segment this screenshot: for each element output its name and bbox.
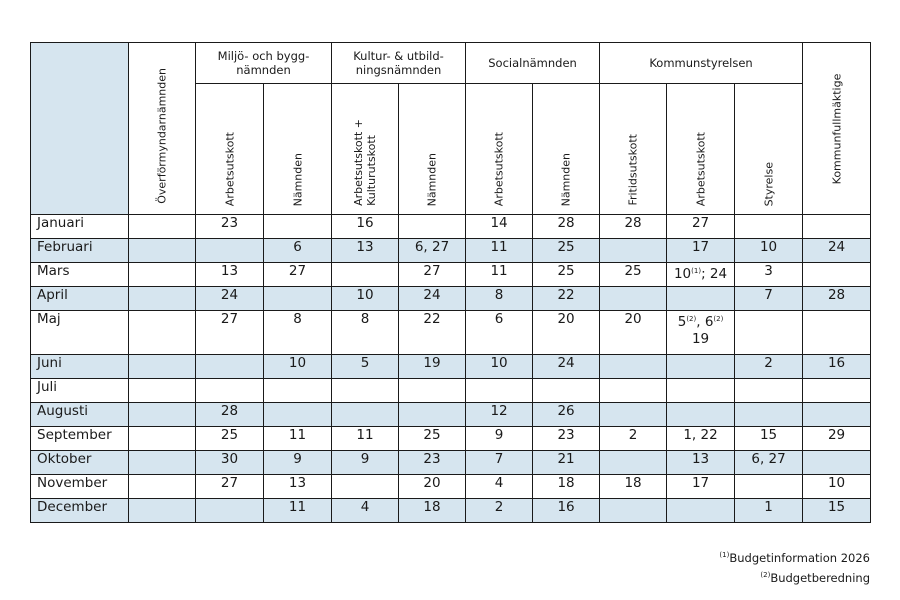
schedule-body xyxy=(31,215,871,523)
table-row xyxy=(31,263,871,287)
date-cell: 9 xyxy=(264,451,332,475)
date-cell: 6, 27 xyxy=(735,451,803,475)
header-ks-fritidsutskott: Fritidsutskott xyxy=(600,84,667,215)
date-cell xyxy=(533,379,600,403)
date-cell: 13 xyxy=(264,475,332,499)
date-cell: 7 xyxy=(466,451,533,475)
date-cell: 16 xyxy=(332,215,399,239)
date-cell: 29 xyxy=(803,427,871,451)
date-cell: 27 xyxy=(667,215,735,239)
date-cell xyxy=(735,403,803,427)
month-cell: September xyxy=(31,427,129,451)
date-cell xyxy=(735,311,803,355)
date-cell: 18 xyxy=(399,499,466,523)
date-cell: 13 xyxy=(667,451,735,475)
date-cell xyxy=(264,215,332,239)
date-cell xyxy=(600,355,667,379)
date-cell xyxy=(735,475,803,499)
date-cell: 12 xyxy=(466,403,533,427)
date-cell: 20 xyxy=(399,475,466,499)
date-cell: 9 xyxy=(332,451,399,475)
date-cell xyxy=(667,499,735,523)
date-cell: 6, 27 xyxy=(399,239,466,263)
month-cell: Mars xyxy=(31,263,129,287)
header-kommunfullmaktige: Kommunfullmäktige xyxy=(803,43,871,215)
table-row xyxy=(31,287,871,311)
table-row xyxy=(31,403,871,427)
date-cell: 24 xyxy=(399,287,466,311)
date-cell xyxy=(600,287,667,311)
date-cell: 11 xyxy=(466,263,533,287)
date-cell: 25 xyxy=(533,263,600,287)
date-cell xyxy=(399,379,466,403)
date-cell xyxy=(600,403,667,427)
date-cell: 27 xyxy=(264,263,332,287)
month-cell: November xyxy=(31,475,129,499)
date-cell xyxy=(735,379,803,403)
date-cell: 23 xyxy=(196,215,264,239)
date-cell: 30 xyxy=(196,451,264,475)
date-cell xyxy=(803,403,871,427)
header-ks-styrelse: Styrelse xyxy=(735,84,803,215)
date-cell xyxy=(803,215,871,239)
date-cell xyxy=(600,451,667,475)
date-cell xyxy=(803,311,871,355)
date-cell: 22 xyxy=(399,311,466,355)
date-cell xyxy=(667,403,735,427)
date-cell: 5$^{(2)}$, 6$^{(2)}$ 19 xyxy=(667,311,735,355)
date-cell xyxy=(129,427,196,451)
date-cell: 11 xyxy=(264,499,332,523)
date-cell: 14 xyxy=(466,215,533,239)
date-cell xyxy=(600,499,667,523)
date-cell xyxy=(332,403,399,427)
date-cell: 17 xyxy=(667,239,735,263)
date-cell: 5 xyxy=(332,355,399,379)
date-cell xyxy=(264,287,332,311)
date-cell: 1, 22 xyxy=(667,427,735,451)
footnote-2: $^{(2)}$Budgetberedning xyxy=(760,571,870,585)
date-cell xyxy=(332,379,399,403)
date-cell xyxy=(129,451,196,475)
table-row xyxy=(31,451,871,475)
date-cell: 10 xyxy=(735,239,803,263)
date-cell: 21 xyxy=(533,451,600,475)
date-cell: 8 xyxy=(466,287,533,311)
date-cell: 25 xyxy=(600,263,667,287)
date-cell: 10$^{(1)}$; 24 xyxy=(667,263,735,287)
date-cell: 19 xyxy=(399,355,466,379)
date-cell: 20 xyxy=(600,311,667,355)
date-cell xyxy=(399,403,466,427)
date-cell: 27 xyxy=(196,475,264,499)
table-row xyxy=(31,475,871,499)
date-cell xyxy=(264,403,332,427)
date-cell: 10 xyxy=(332,287,399,311)
date-cell xyxy=(332,263,399,287)
table-row xyxy=(31,215,871,239)
table-row xyxy=(31,499,871,523)
date-cell: 9 xyxy=(466,427,533,451)
header-mb-arbetsutskott: Arbetsutskott xyxy=(196,84,264,215)
date-cell xyxy=(803,451,871,475)
date-cell: 1 xyxy=(735,499,803,523)
date-cell: 4 xyxy=(466,475,533,499)
date-cell: 3 xyxy=(735,263,803,287)
table-row xyxy=(31,379,871,403)
date-cell: 8 xyxy=(332,311,399,355)
month-cell: December xyxy=(31,499,129,523)
month-cell: Februari xyxy=(31,239,129,263)
date-cell xyxy=(129,475,196,499)
date-cell xyxy=(196,355,264,379)
month-cell: Januari xyxy=(31,215,129,239)
date-cell xyxy=(196,499,264,523)
date-cell xyxy=(332,475,399,499)
date-cell: 11 xyxy=(264,427,332,451)
date-cell xyxy=(129,311,196,355)
header-month-corner xyxy=(31,43,129,215)
date-cell: 24 xyxy=(533,355,600,379)
date-cell xyxy=(129,287,196,311)
date-cell: 10 xyxy=(803,475,871,499)
date-cell: 25 xyxy=(399,427,466,451)
date-cell: 25 xyxy=(196,427,264,451)
date-cell: 16 xyxy=(803,355,871,379)
date-cell xyxy=(667,379,735,403)
date-cell: 23 xyxy=(399,451,466,475)
date-cell: 27 xyxy=(399,263,466,287)
date-cell xyxy=(129,215,196,239)
date-cell: 2 xyxy=(735,355,803,379)
date-cell: 13 xyxy=(332,239,399,263)
date-cell xyxy=(803,263,871,287)
date-cell xyxy=(399,215,466,239)
table-row xyxy=(31,311,871,355)
date-cell: 15 xyxy=(803,499,871,523)
date-cell xyxy=(129,379,196,403)
date-cell xyxy=(600,239,667,263)
date-cell xyxy=(667,287,735,311)
date-cell xyxy=(264,379,332,403)
month-cell: Juli xyxy=(31,379,129,403)
date-cell xyxy=(667,355,735,379)
date-cell xyxy=(129,499,196,523)
date-cell: 24 xyxy=(803,239,871,263)
footnote-1: $^{(1)}$Budgetinformation 2026 xyxy=(719,551,870,565)
date-cell: 23 xyxy=(533,427,600,451)
date-cell: 28 xyxy=(803,287,871,311)
month-cell: Oktober xyxy=(31,451,129,475)
date-cell xyxy=(129,403,196,427)
date-cell: 6 xyxy=(466,311,533,355)
date-cell: 25 xyxy=(533,239,600,263)
date-cell: 10 xyxy=(466,355,533,379)
date-cell: 11 xyxy=(466,239,533,263)
meeting-schedule-table xyxy=(30,42,871,523)
date-cell xyxy=(129,355,196,379)
header-row-groups xyxy=(31,43,871,84)
date-cell: 28 xyxy=(600,215,667,239)
date-cell: 2 xyxy=(600,427,667,451)
date-cell: 20 xyxy=(533,311,600,355)
header-mb-namnden: Nämnden xyxy=(264,84,332,215)
date-cell: 15 xyxy=(735,427,803,451)
month-cell: Maj xyxy=(31,311,129,355)
date-cell: 13 xyxy=(196,263,264,287)
date-cell: 17 xyxy=(667,475,735,499)
date-cell: 22 xyxy=(533,287,600,311)
date-cell xyxy=(803,379,871,403)
date-cell: 7 xyxy=(735,287,803,311)
header-sn-arbetsutskott: Arbetsutskott xyxy=(466,84,533,215)
month-cell: April xyxy=(31,287,129,311)
footnotes xyxy=(719,547,870,587)
header-sn-namnden: Nämnden xyxy=(533,84,600,215)
date-cell xyxy=(129,263,196,287)
date-cell: 16 xyxy=(533,499,600,523)
date-cell: 11 xyxy=(332,427,399,451)
header-ku-arbetsutskott-kulturutskott: Arbetsutskott + Kulturutskott xyxy=(332,84,399,215)
header-group-kommunstyrelsen: Kommunstyrelsen xyxy=(600,43,803,84)
date-cell: 24 xyxy=(196,287,264,311)
date-cell xyxy=(466,379,533,403)
month-cell: Juni xyxy=(31,355,129,379)
table-row xyxy=(31,355,871,379)
header-group-miljo-bygg: Miljö- och bygg- nämnden xyxy=(196,43,332,84)
month-cell: Augusti xyxy=(31,403,129,427)
table-row xyxy=(31,427,871,451)
date-cell: 18 xyxy=(600,475,667,499)
date-cell xyxy=(735,215,803,239)
table-row xyxy=(31,239,871,263)
date-cell: 28 xyxy=(533,215,600,239)
date-cell: 18 xyxy=(533,475,600,499)
header-group-socialnamnden: Socialnämnden xyxy=(466,43,600,84)
header-overformyndarnamnden: Överförmyndarnämnden xyxy=(129,43,196,215)
date-cell: 26 xyxy=(533,403,600,427)
date-cell: 28 xyxy=(196,403,264,427)
date-cell: 10 xyxy=(264,355,332,379)
header-group-kultur-utbildning: Kultur- & utbild- ningsnämnden xyxy=(332,43,466,84)
header-ks-arbetsutskott: Arbetsutskott xyxy=(667,84,735,215)
header-ku-namnden: Nämnden xyxy=(399,84,466,215)
date-cell xyxy=(196,239,264,263)
date-cell xyxy=(600,379,667,403)
date-cell: 27 xyxy=(196,311,264,355)
date-cell xyxy=(129,239,196,263)
date-cell xyxy=(196,379,264,403)
date-cell: 2 xyxy=(466,499,533,523)
date-cell: 6 xyxy=(264,239,332,263)
date-cell: 8 xyxy=(264,311,332,355)
date-cell: 4 xyxy=(332,499,399,523)
